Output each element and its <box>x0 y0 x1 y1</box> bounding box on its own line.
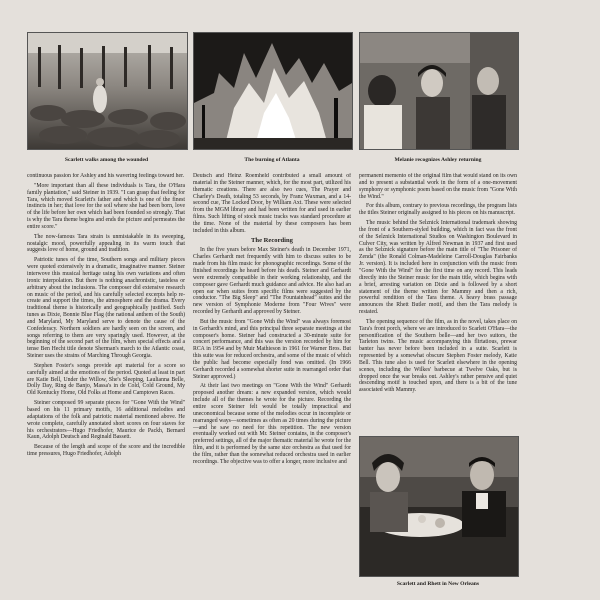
photo-melanie-ashley <box>359 32 519 150</box>
col1-paragraph-5: Stephen Foster's songs provide apt material for a score so carefully aimed at the emotions of the period. Quoted at least in part are Katie Bell, Under the Willow, She's Sleeping, Laulianna Belle, Dolly Day, Ring de Banjo, Massa's in de Cold, Cold Ground, My Old Kentucky Home, Old Folks at Home and Camptown Races. <box>27 362 185 397</box>
col2-paragraph-2: In the five years before Max Steiner's death in December 1971, Charles Gerhardt met frequently with him to discuss suites to be made from his film music for phonographic recordings. Some of the finished recordings he heard before his death. Steiner and Gerhardt were extremely compatible in their working relationship, and the composer gave Gerhardt much guidance and advice. He also had an open ear when suites from specific films were suggested by the conductor. "The Big Sleep" and "The Fountainhead" suites and the new version of Symphonie Moderne from "Four Wives" were recorded by Gerhardt and approved by Steiner. <box>193 247 351 316</box>
photo-burning-atlanta <box>193 32 353 150</box>
text-column-3 <box>359 173 517 431</box>
photo-scarlett-rhett-image <box>360 437 518 576</box>
photo-burning-atlanta-image <box>194 33 352 149</box>
col2-paragraph-1: Deutsch and Heinz Roemheld contributed a small amount of material in the Steiner manner, which, for the most part, utilized his thematic creations. There are also two cues, The Prayer and Charley's Death, totaling 53 seconds, by Franz Waxman, and a 14-second cue, The Locked Door, by William Axt. These were selected from the MGM library and had been written for and used in earlier films. Such lifting of stock music tracks was standard procedure at the time. None of the material by these composers has been included in this album. <box>193 173 351 234</box>
caption-scarlett-rhett: Scarlett and Rhett in New Orleans <box>396 581 480 587</box>
photo-scarlett-rhett <box>359 436 519 577</box>
col2-paragraph-4: At their last two meetings on "Gone With the Wind" Gerhardt proposed another dream: a new expanded version, which would include all of the themes he wrote for the picture. Recording the entire score Steiner felt would be totally impractical and uneconomical because some of the melodies occur in incomplete or rearranged ways—sometimes as often as 20 times during the picture—and he saw no need for this repetition. The new version eventually worked out with Mr. Steiner contains, in the composer's preferred settings, all of the major thematic material he wrote for the film, and it is performed by the same size orchestra as that used for the film, rather than the somewhat reduced orchestra used in earlier recordings. The objective was to offer a longer, more inclusive and <box>193 383 351 465</box>
col2-paragraph-3: But the music from "Gone With the Wind" was always foremost in Gerhardt's mind, and this principal three separate meetings at the composer's home. Steiner had constructed a 30-minute suite for concert performance, and this was the version recorded by him for RCA in 1954 and by Muir Mathieson in 1961 for Warner Bros. But this suite was for reduced orchestra, and some of the music of which the public had become especially fond was omitted. (In 1966 Gerhardt recorded a somewhat shorter suite in rearranged order that Steiner approved.) <box>193 318 351 380</box>
col1-paragraph-2: "More important than all these individuals is Tara, the O'Hara family plantation," said Steiner in 1939. "I can grasp that feeling for Tara, which moved Scarlett's father and which is one of the finest instincts in her; that love for the soil where she had been born, love of the life before her own which had been founded so strongly. That is why the Tara theme begins and ends the picture and permeates the entire score." <box>27 182 185 230</box>
text-column-1 <box>27 173 185 589</box>
col1-paragraph-7: Because of the length and scope of the score and the incredible time pressures, Hugo Friedhofer, Adolph <box>27 444 185 458</box>
col3-paragraph-3: The music behind the Selznick International trademark showing the front of a Southern-styled building, which in fact was the front of the Selznick International Studios on Washington Boulevard in Culver City, was written by Alfred Newman in 1937 and first used as the Selznick signature before the main title of "The Prisoner of Zenda" (the Ronald Colman-Madeleine Carroll-Douglas Fairbanks Jr. version). It is included here in conjunction with the music from "Gone With the Wind" for the first time on any record. This leads directly into the Steiner music for the main title, which begins with a brief, arresting variation on Dixie and is followed by a short statement of the theme written for Mammy and then a rich, powerful rendition of the Tara theme. A heavy brass passage announces the Rhett Butler motif, and then the Tara melody is restated. <box>359 220 517 316</box>
photo-scarlett-wounded-image <box>28 33 187 149</box>
col1-paragraph-6: Steiner composed 99 separate pieces for "Gone With the Wind" based on his 11 primary motifs, 16 additional melodies and adaptations of the folk and patriotic material mentioned above. He wrote complete, carefully annotated short scores on four staves for his orchestrators—Hugo Friedhofer, Maurice de Packh, Bernard Kaun, Adolph Deutsch and Reginald Bassett. <box>27 400 185 441</box>
photo-scarlett-wounded <box>27 32 188 150</box>
col1-paragraph-1: continuous passion for Ashley and his wavering feelings toward her. <box>27 173 185 179</box>
section-heading-recording: The Recording <box>251 236 293 244</box>
col3-paragraph-4: The opening sequence of the film, as in the novel, takes place on Tara's front porch, where we are introduced to Scarlett O'Hara—the personification of the Southern belle—and her two suitors, the Tarleton twins. The music accompanying this flirtatious, prewar banter has never before been included in a suite. Scarlett is represented by a somewhat obscure Stephen Foster melody, Katie Bell. This tune also is used for Scarlett elsewhere in the opening scenes, including the Wilkes' barbecue at Twelve Oaks, but is dropped once the war breaks out. Ashley's rather pensive and quiet descending motif is touched upon, and there is a bit of the tune associated with Mammy. <box>359 318 517 394</box>
caption-melanie-ashley: Melanie recognizes Ashley returning <box>394 157 482 163</box>
col1-paragraph-3: The now-famous Tara strain is unmistakable in its sweeping, nostalgic mood, powerfully appealing in its warm touch that suggests love of home, ground and tradition. <box>27 233 185 254</box>
caption-scarlett-wounded: Scarlett walks among the wounded <box>64 157 149 163</box>
col1-paragraph-4: Patriotic tunes of the time, Southern songs and military pieces were quoted extensively in a dramatic, imaginative manner. Steiner interwove this musical heritage using his own variations and often ironic interpolation. But there is nothing anachronistic, tasteless or arbitrary about the inclusions. The composer did extensive research on music of the period, and his carefully selected excerpts help re-create and support the times, the atmosphere and the drama. Every traditional theme is historically and geographically justified. Such tunes as Dixie, Bonnie Blue Flag (the national anthem of the South) and Maryland, My Maryland serve to denote the cause of the Confederacy. Northern soldiers are hardly seen on the screen, and songs referring to them are very sparingly used. However, at the beginning of the second part of the film, when special effects and a tense Ben Hecht title denote Sherman's march to the Atlantic coast, Steiner uses the strains of Marching Through Georgia. <box>27 257 185 360</box>
col3-paragraph-2: For this album, contrary to previous recordings, the program lists the titles Steiner originally assigned to his pieces on his manuscript. <box>359 203 517 217</box>
caption-burning-atlanta: The burning of Atlanta <box>244 157 300 163</box>
photo-melanie-ashley-image <box>360 33 518 149</box>
text-column-2 <box>193 173 351 589</box>
col3-paragraph-1: permanent memento of the original film that would stand on its own and to present a substantial work in the form of a one-movement symphony or symphonic poem based on the music from "Gone With the Wind." <box>359 173 517 200</box>
